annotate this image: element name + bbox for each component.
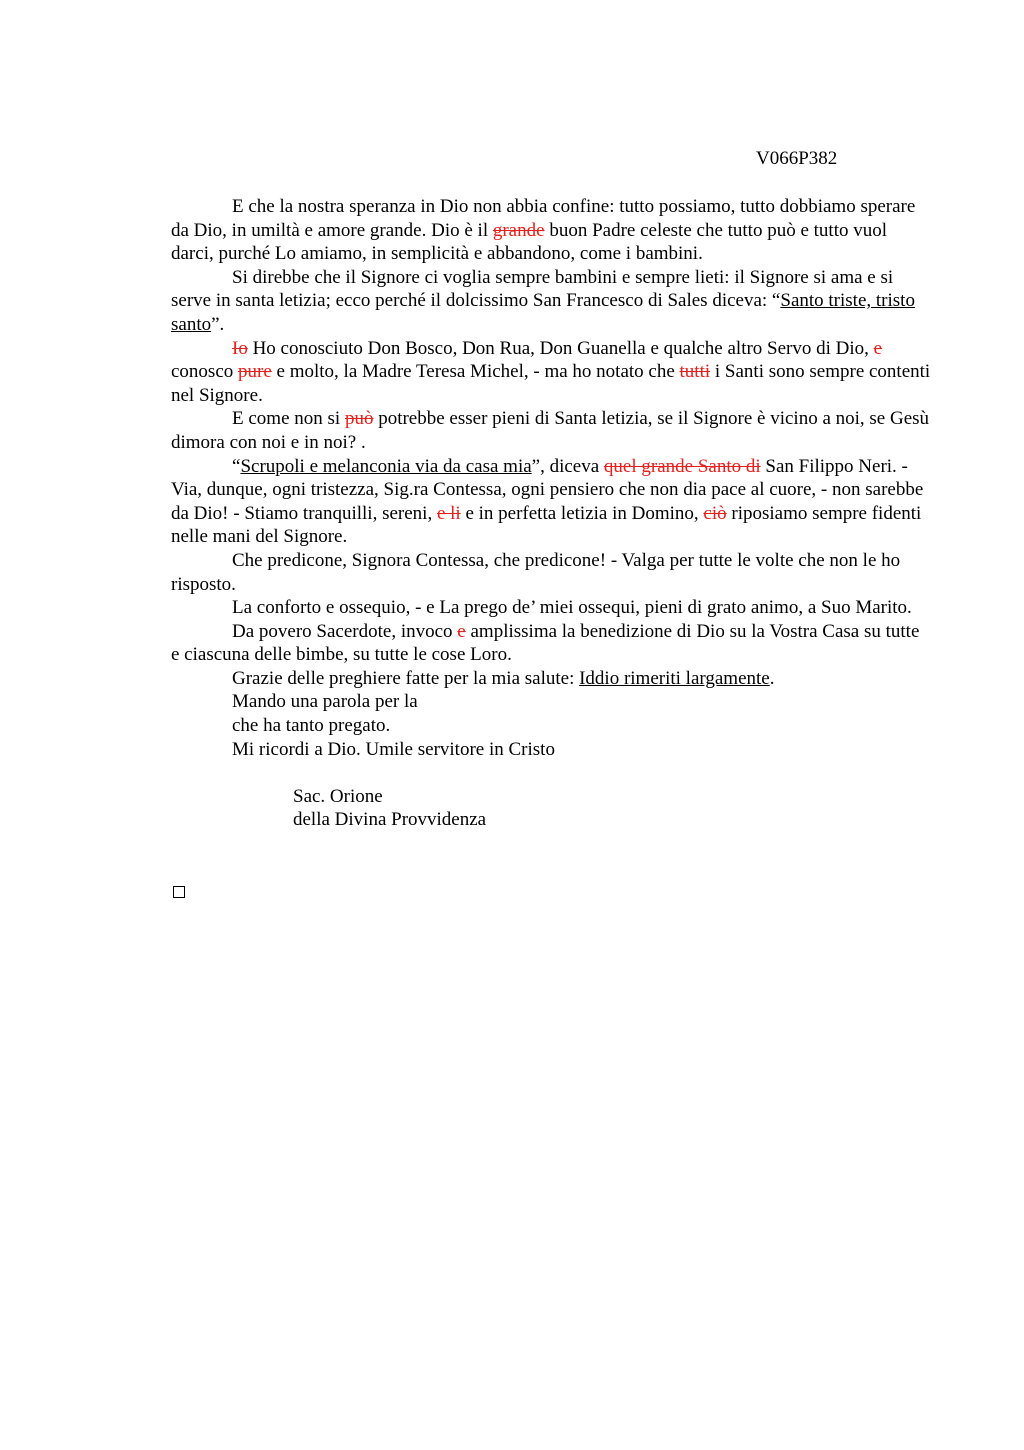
deleted-word: può xyxy=(344,408,374,430)
paragraph-1 xyxy=(171,195,931,266)
deleted-word: grande xyxy=(492,219,545,241)
paragraph-5 xyxy=(171,455,931,549)
underlined-quote: Santo triste, tristo santo xyxy=(171,290,915,335)
paragraph-6: Che predicone, Signora Contessa, che predicone! - Valga per tutte le volte che non le ho risposto. xyxy=(171,549,901,595)
paragraph-2 xyxy=(171,266,931,337)
text-run: riposiamo sempre fidenti nelle mani del Signore. xyxy=(171,502,922,548)
text-run: Si direbbe che il Signore ci voglia sempre bambini e sempre lieti: il Signore si ama e si serve in santa letizia; ecco perché il dolcissimo San Francesco di Sales diceva: “ xyxy=(171,266,894,312)
text-run: . xyxy=(769,667,775,689)
paragraph-10: Mando una parola per la xyxy=(232,691,418,713)
paragraph-7: La conforto e ossequio, - e La prego de’ miei ossequi, pieni di grato animo, a Suo Marito. xyxy=(232,597,912,619)
text-run: e molto, la Madre Teresa Michel, - ma ho notato che xyxy=(271,361,680,383)
page-reference: V066P382 xyxy=(756,148,838,169)
deleted-word: ciò xyxy=(703,502,727,524)
text-run: “ xyxy=(232,455,241,477)
text-run: Grazie delle preghiere fatte per la mia salute: xyxy=(232,667,580,689)
deleted-phrase: quel grande Santo di xyxy=(603,455,761,477)
text-run: E come non si xyxy=(232,408,345,430)
empty-checkbox-icon xyxy=(173,886,185,898)
underlined-quote: Iddio rimeriti largamente xyxy=(579,667,770,689)
paragraph-3 xyxy=(171,337,931,408)
paragraph-12: Mi ricordi a Dio. Umile servitore in Cristo xyxy=(232,738,555,760)
deleted-word: e xyxy=(457,620,466,642)
text-run: conosco xyxy=(171,361,239,383)
signature-name: Sac. Orione xyxy=(293,785,383,807)
text-run: Da povero Sacerdote, invoco xyxy=(232,620,458,642)
signature-congregation: della Divina Provvidenza xyxy=(293,809,487,831)
text-run: buon Padre celeste che tutto può e tutto vuol darci, purché Lo amiamo, in semplicità e abbandono, come i bambini. xyxy=(171,219,888,265)
text-run: e in perfetta letizia in Domino, xyxy=(460,502,704,524)
deleted-word: tutti xyxy=(679,361,711,383)
blank-line xyxy=(171,761,931,785)
text-run: Ho conosciuto Don Bosco, Don Rua, Don Guanella e qualche altro Servo di Dio, xyxy=(247,337,874,359)
text-run: San Filippo Neri. - Via, dunque, ogni tristezza, Sig.ra Contessa, ogni pensiero che non dia pace al cuore, - non sarebbe da Dio! - Stiamo tranquilli, sereni, xyxy=(171,455,924,524)
deleted-word: e li xyxy=(436,502,461,524)
paragraph-8 xyxy=(171,620,931,667)
text-run: potrebbe esser pieni di Santa letizia, se il Signore è vicino a noi, se Gesù dimora con noi e in noi? . xyxy=(171,408,930,453)
deleted-word: Io xyxy=(232,337,248,359)
underlined-quote: Scrupoli e melanconia via da casa mia xyxy=(240,455,532,477)
paragraph-11: che ha tanto pregato. xyxy=(232,715,391,737)
deleted-word: pure xyxy=(238,361,272,383)
deleted-word: e xyxy=(873,337,883,359)
text-run: ”, diceva xyxy=(531,455,604,477)
letter-body xyxy=(171,195,931,832)
paragraph-4 xyxy=(171,407,931,454)
text-run: amplissima la benedizione di Dio su la Vostra Casa su tutte e ciascuna delle bimbe, su tutte le cose Loro. xyxy=(171,620,920,666)
text-run: E che la nostra speranza in Dio non abbia confine: tutto possiamo, tutto dobbiamo sperare da Dio, in umiltà e amore grande. Dio è il xyxy=(171,196,916,241)
text-run: i Santi sono sempre contenti nel Signore. xyxy=(171,361,931,406)
text-run: ”. xyxy=(211,313,225,335)
paragraph-9 xyxy=(171,667,931,691)
